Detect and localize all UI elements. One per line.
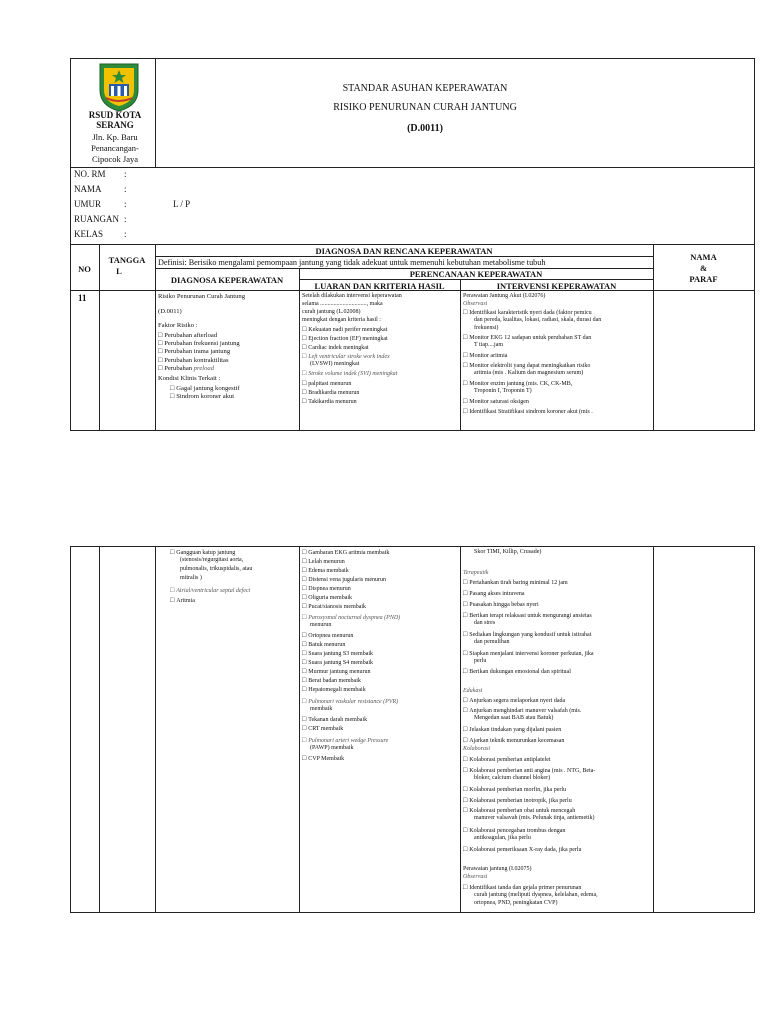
intervensi-item-cont: frekuensi) xyxy=(474,325,499,331)
kriteria-item-cont: membaik xyxy=(310,706,333,712)
diag-code: (D.0011) xyxy=(158,308,182,315)
faktor-item: □ Perubahan preload xyxy=(158,364,214,373)
intervensi-item: □ Kolaborasi pemberian anti angina (mis . NTG, Beta- xyxy=(463,767,595,775)
col-no: NO xyxy=(78,264,91,274)
kondisi-item-cont: pulmonalis, trikuspidalis, atau xyxy=(180,566,253,572)
kriteria-item-cont: (LVSWI) meningkat xyxy=(310,361,360,367)
colon: : xyxy=(124,214,127,224)
intervensi-item: □ Anjurkan menghindari manuver valsafah (mis. xyxy=(463,707,581,715)
hospital-name-2: SERANG xyxy=(96,120,134,130)
intervensi-heading: Perawatan Jantung Akut (I.02076) xyxy=(463,293,546,299)
kriteria-item: □ Gambaran EKG aritmia membaik xyxy=(302,549,389,557)
label-umur: UMUR xyxy=(74,199,102,209)
label-nama: NAMA xyxy=(74,184,102,194)
intervensi-item: □ Pasang akses intravena xyxy=(463,590,525,598)
colon: : xyxy=(124,199,127,209)
kriteria-item: □ Batuk menurun xyxy=(302,641,345,649)
intervensi-heading: Perawatan jantung (I.02075) xyxy=(463,866,532,872)
intervensi-item: □ Berikan terapi relaksasi untuk mengurangi ansietas xyxy=(463,612,592,620)
colon: : xyxy=(124,169,127,179)
intervensi-item: □ Siapkan menjalani intervensi koroner perkutan, jika xyxy=(463,650,594,658)
section-heading: DIAGNOSA DAN RENCANA KEPERAWATAN xyxy=(315,246,493,256)
kondisi-item-cont: (stenosis/regurgitasi aorta, xyxy=(180,557,244,563)
observasi-label: Observasi xyxy=(463,301,488,307)
kolaborasi-label: Kolaborasi xyxy=(463,746,491,752)
intervensi-item-cont: Mengedan saat BAB atau Batuk) xyxy=(474,715,554,721)
kondisi-item: □ Atrial/ventricular septal defect xyxy=(170,587,250,595)
intervensi-item-cont: Skor TIMI, Killip, Crusade) xyxy=(474,549,542,555)
kriteria-item: □ Pucat/sianosis membaik xyxy=(302,603,366,611)
intervensi-item-cont: perlu xyxy=(474,658,487,664)
kriteria-item: □ Suara jantung S3 membaik xyxy=(302,650,373,658)
intervensi-item: □ Berikan dukungan emosional dan spiritual xyxy=(463,668,571,676)
kriteria-item: □ Edema membaik xyxy=(302,567,349,575)
hospital-name-1: RSUD KOTA xyxy=(88,110,142,120)
kondisi-klinis-label: Kondisi Klinis Terkait : xyxy=(158,375,221,382)
luaran-intro: curah jantung (L.02008) xyxy=(302,309,361,315)
faktor-item: □ Perubahan kontraktilitas xyxy=(158,356,229,365)
intervensi-item: □ Kolaborasi pemberian inotropik, jika perlu xyxy=(463,797,572,805)
label-ruangan: RUANGAN xyxy=(74,214,119,224)
intervensi-item-cont: aritmia (mis . Kalium dan magnesium serum) xyxy=(474,370,584,376)
col-nama-paraf-1: NAMA xyxy=(690,252,717,262)
kriteria-item: □ CRT membaik xyxy=(302,725,343,733)
faktor-item: □ Perubahan frekuensi jantung xyxy=(158,339,240,348)
intervensi-item: □ Monitor EKG 12 sadapan untuk perubahan ST dan xyxy=(463,334,591,342)
col-luaran: LUARAN DAN KRITERIA HASIL xyxy=(314,281,445,291)
address-line-3: Cipocok Jaya xyxy=(91,154,139,164)
intervensi-item: □ Kolaborasi pencegahan trombus dengan xyxy=(463,827,565,835)
faktor-item: □ Perubahan irama jantung xyxy=(158,347,230,356)
kriteria-item: □ Tekanan darah membaik xyxy=(302,716,367,724)
kriteria-item-cont: menurun xyxy=(310,622,332,628)
intervensi-item: □ Pertahankan tirah baring minimal 12 jam xyxy=(463,579,568,587)
col-nama-paraf-3: PARAF xyxy=(689,274,718,284)
observasi-label: Observasi xyxy=(463,874,488,880)
kondisi-item: □ Gangguan katup jantung xyxy=(170,549,235,557)
intervensi-item: □ Identifikasi karakteristik nyeri dada (faktor pemicu xyxy=(463,309,592,317)
colon: : xyxy=(124,229,127,239)
kriteria-item: □ Stroke volume indek (SVI) meningkat xyxy=(302,370,397,378)
kriteria-item: □ Left ventricular stroke work index xyxy=(302,353,390,361)
intervensi-item-cont: Troponin I, Troponin T) xyxy=(474,388,532,394)
label-kelas: KELAS xyxy=(74,229,103,239)
intervensi-item: □ Kolaborasi pemberian antiplatelet xyxy=(463,756,551,764)
intervensi-item-cont: dan pemulihan xyxy=(474,639,510,645)
luaran-intro: selama ..............................., maka xyxy=(302,301,383,307)
intervensi-item-cont: bloker, calcium channel bloker) xyxy=(474,775,551,781)
kriteria-item: □ Distensi vena jugularis menurun xyxy=(302,576,386,584)
intervensi-item: □ Puasakan hingga bebas nyeri xyxy=(463,601,539,609)
diagnosis-title: RISIKO PENURUNAN CURAH JANTUNG xyxy=(333,102,517,113)
diag-name: Risiko Penurunan Curah Jantung xyxy=(158,293,245,300)
kriteria-item: □ Hepatomegali membaik xyxy=(302,686,366,694)
intervensi-item-cont: dan stres xyxy=(474,620,496,626)
intervensi-item-cont: antikoagulan, jika perlu xyxy=(474,835,531,841)
address-line-1: Jln. Kp. Baru xyxy=(92,132,138,142)
intervensi-item: □ Identifikasi Stratifikasi sindrom koroner akut (mis . xyxy=(463,408,593,416)
kriteria-item: □ Suara jantung S4 membaik xyxy=(302,659,373,667)
intervensi-item: □ Sediakan lingkungan yang kondusif untuk istirahat xyxy=(463,631,591,639)
intervensi-item: □ Identifikasi tanda dan gejala primer penurunan xyxy=(463,884,581,892)
kriteria-item: □ Cardiac indek meningkat xyxy=(302,344,369,352)
kriteria-item: □ Pulmonari vaskular resistance (PVR) xyxy=(302,698,398,706)
kriteria-item: □ Ortopnea menurun xyxy=(302,632,353,640)
col-intervensi: INTERVENSI KEPERAWATAN xyxy=(496,281,617,291)
intervensi-item: □ Monitor elektrolit yang dapat meningkatkan risiko xyxy=(463,362,590,370)
kriteria-item: □ Oliguria membaik xyxy=(302,594,352,602)
intervensi-item: □ Monitor saturasi oksigen xyxy=(463,398,529,406)
kriteria-item: □ Bradikardia menurun xyxy=(302,389,359,397)
intervensi-item: □ Jelaskan tindakan yang dijalani pasien xyxy=(463,726,561,734)
kondisi-item: □ Aritmia xyxy=(170,597,195,605)
intervensi-item: □ Anjurkan segera melaporkan nyeri dada xyxy=(463,697,565,705)
col-perencanaan: PERENCANAAN KEPERAWATAN xyxy=(409,269,543,279)
intervensi-item-cont: manuver valsavah (mis. Pelunak tinja, antiemetik) xyxy=(474,815,595,821)
intervensi-item-cont: ortopnea, PND, peningkatan CVP) xyxy=(474,900,558,906)
kondisi-item: □ Gagal jantung kongestif xyxy=(170,384,240,393)
luaran-intro: Setelah dilakukan intervensi keperawatan xyxy=(302,293,402,299)
diagnosis-code: (D.0011) xyxy=(407,123,443,134)
faktor-item: □ Perubahan afterload xyxy=(158,331,217,340)
col-tanggal-2: L xyxy=(116,266,122,276)
kondisi-item-cont: mitralis ) xyxy=(180,575,202,581)
colon: : xyxy=(124,184,127,194)
gender-field: L / P xyxy=(173,199,191,209)
kriteria-item: □ Takikardia menurun xyxy=(302,398,357,406)
kriteria-item: □ Berat badan membaik xyxy=(302,677,361,685)
kriteria-item: □ Kekuatan nadi perifer meningkat xyxy=(302,326,387,334)
form-title: STANDAR ASUHAN KEPERAWATAN xyxy=(342,83,508,94)
luaran-intro: meningkat dengan kriteria hasil : xyxy=(302,317,381,323)
address-line-2: Penancangan- xyxy=(91,143,139,153)
kondisi-item: □ Sindrom koroner akut xyxy=(170,392,234,401)
intervensi-item: □ Kolaborasi pemeriksaan X-ray dada, jika perlu xyxy=(463,846,582,854)
kriteria-item: □ Pulmonari arteri wedge Pressure xyxy=(302,737,388,745)
intervensi-item: □ Kolaborasi pemberian obat untuk mencegah xyxy=(463,807,575,815)
kriteria-item: □ palpitasi menurun xyxy=(302,380,351,388)
intervensi-item: □ Monitor enzim jantung (mis. CK, CK-MB, xyxy=(463,380,572,388)
intervensi-item-cont: dan pereda, kualitas, lokasi, radiasi, skala, durasi dan xyxy=(474,317,602,323)
kriteria-item: □ Lelah menurun xyxy=(302,558,345,566)
intervensi-item: □ Monitor aritmia xyxy=(463,352,507,360)
col-nama-paraf-2: & xyxy=(699,263,708,273)
intervensi-item: □ Ajarkan teknik menurunkan kecemasan xyxy=(463,737,564,745)
definition-text: Definisi: Berisiko mengalami pemompaan jantung yang tidak adekuat untuk memenuhi kebutuhan metabolisme tubuh xyxy=(158,258,546,267)
kriteria-item: □ Dispnea menurun xyxy=(302,585,351,593)
col-tanggal: TANGGA xyxy=(108,255,146,265)
edukasi-label: Edukasi xyxy=(463,688,483,694)
intervensi-item-cont: T tiap....jam xyxy=(474,342,504,348)
intervensi-item: □ Kolaborasi pemberian morfin, jika perlu xyxy=(463,786,566,794)
label-no-rm: NO. RM xyxy=(74,169,106,179)
col-diagnosa: DIAGNOSA KEPERAWATAN xyxy=(170,275,284,285)
kriteria-item: □ Murmur jantung menurun xyxy=(302,668,371,676)
faktor-risiko-label: Faktor Risiko : xyxy=(158,322,198,329)
terapeutik-label: Terapeutik xyxy=(463,570,489,576)
kriteria-item-cont: (PAWP) membaik xyxy=(310,745,354,751)
row-number: 11 xyxy=(78,293,87,303)
kriteria-item: □ Ejection fraction (EF) meningkat xyxy=(302,335,388,343)
intervensi-item-cont: curah jantung (meliputi dyspnea, kelelahan, edema, xyxy=(474,892,598,898)
hospital-logo xyxy=(96,60,142,112)
kriteria-item: □ CVP Membaik xyxy=(302,755,344,763)
kriteria-item: □ Paroxysmal nocturnal dyspnea (PND) xyxy=(302,614,400,622)
